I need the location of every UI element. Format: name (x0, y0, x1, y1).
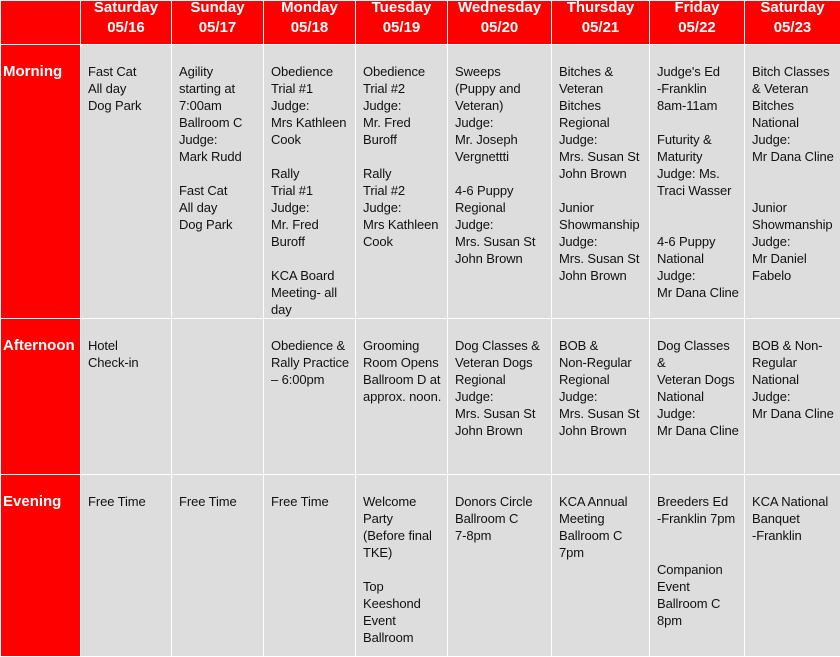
day-date: 05/17 (172, 18, 263, 38)
morning-row (1, 45, 840, 319)
schedule-cell: Free Time (81, 475, 172, 657)
schedule-cell: Judge's Ed -Franklin 8am-11am Futurity & Maturity Judge: Ms. Traci Wasser 4-6 Puppy National Judge: Mr Dana Cline (650, 45, 745, 319)
schedule-cell: Obedience Trial #1 Judge: Mrs Kathleen Cook Rally Trial #1 Judge: Mr. Fred Buroff KCA Board Meeting- all day (264, 45, 356, 319)
row-label-morning: Morning (1, 45, 81, 319)
row-label-afternoon: Afternoon (1, 319, 81, 475)
day-date: 05/19 (356, 18, 447, 38)
day-date: 05/18 (264, 18, 355, 38)
schedule-cell: Dog Classes & Veteran Dogs National Judge: Mr Dana Cline (650, 319, 745, 475)
schedule-cell: Welcome Party (Before final TKE) Top Keeshond Event Ballroom (356, 475, 448, 657)
schedule-cell: Bitches & Veteran Bitches Regional Judge: Mrs. Susan St John Brown Junior Showmanship Judge: Mrs. Susan St John Brown (552, 45, 650, 319)
schedule-cell: Fast Cat All day Dog Park (81, 45, 172, 319)
day-header (81, 1, 172, 45)
day-date: 05/20 (448, 18, 551, 38)
schedule-cell: Donors Circle Ballroom C 7-8pm (448, 475, 552, 657)
day-header (552, 1, 650, 45)
header-row (1, 1, 840, 45)
schedule-cell: Grooming Room Opens Ballroom D at approx. noon. (356, 319, 448, 475)
schedule-cell (172, 319, 264, 475)
day-name: Wednesday (448, 0, 551, 18)
day-name: Monday (264, 0, 355, 18)
day-header (264, 1, 356, 45)
day-name: Tuesday (356, 0, 447, 18)
afternoon-row (1, 319, 840, 475)
day-header (172, 1, 264, 45)
schedule-cell: KCA National Banquet -Franklin (745, 475, 840, 657)
schedule-cell: Agility starting at 7:00am Ballroom C Judge: Mark Rudd Fast Cat All day Dog Park (172, 45, 264, 319)
day-name: Sunday (172, 0, 263, 18)
schedule-cell: Free Time (172, 475, 264, 657)
schedule-cell: BOB & Non-Regular Regional Judge: Mrs. Susan St John Brown (552, 319, 650, 475)
schedule-cell: Dog Classes & Veteran Dogs Regional Judge: Mrs. Susan St John Brown (448, 319, 552, 475)
day-name: Friday (650, 0, 744, 18)
day-header (448, 1, 552, 45)
day-date: 05/21 (552, 18, 649, 38)
schedule-cell: Sweeps (Puppy and Veteran) Judge: Mr. Joseph Vergnettti 4-6 Puppy Regional Judge: Mrs. Susan St John Brown (448, 45, 552, 319)
schedule-cell: KCA Annual Meeting Ballroom C 7pm (552, 475, 650, 657)
corner-cell (1, 1, 81, 45)
schedule-cell: Obedience & Rally Practice – 6:00pm (264, 319, 356, 475)
day-date: 05/16 (81, 18, 171, 38)
day-name: Saturday (745, 0, 840, 18)
day-header (650, 1, 745, 45)
schedule-cell: Free Time (264, 475, 356, 657)
day-name: Saturday (81, 0, 171, 18)
day-date: 05/22 (650, 18, 744, 38)
schedule-cell: Breeders Ed -Franklin 7pm Companion Event Ballroom C 8pm (650, 475, 745, 657)
day-header (356, 1, 448, 45)
evening-row (1, 475, 840, 657)
row-label-evening: Evening (1, 475, 81, 657)
schedule-cell: Hotel Check-in (81, 319, 172, 475)
day-name: Thursday (552, 0, 649, 18)
schedule-cell: Bitch Classes & Veteran Bitches National Judge: Mr Dana Cline Junior Showmanship Judge: Mr Daniel Fabelo (745, 45, 840, 319)
day-date: 05/23 (745, 18, 840, 38)
schedule-cell: BOB & Non- Regular National Judge: Mr Dana Cline (745, 319, 840, 475)
day-header (745, 1, 840, 45)
schedule-cell: Obedience Trial #2 Judge: Mr. Fred Buroff Rally Trial #2 Judge: Mrs Kathleen Cook (356, 45, 448, 319)
